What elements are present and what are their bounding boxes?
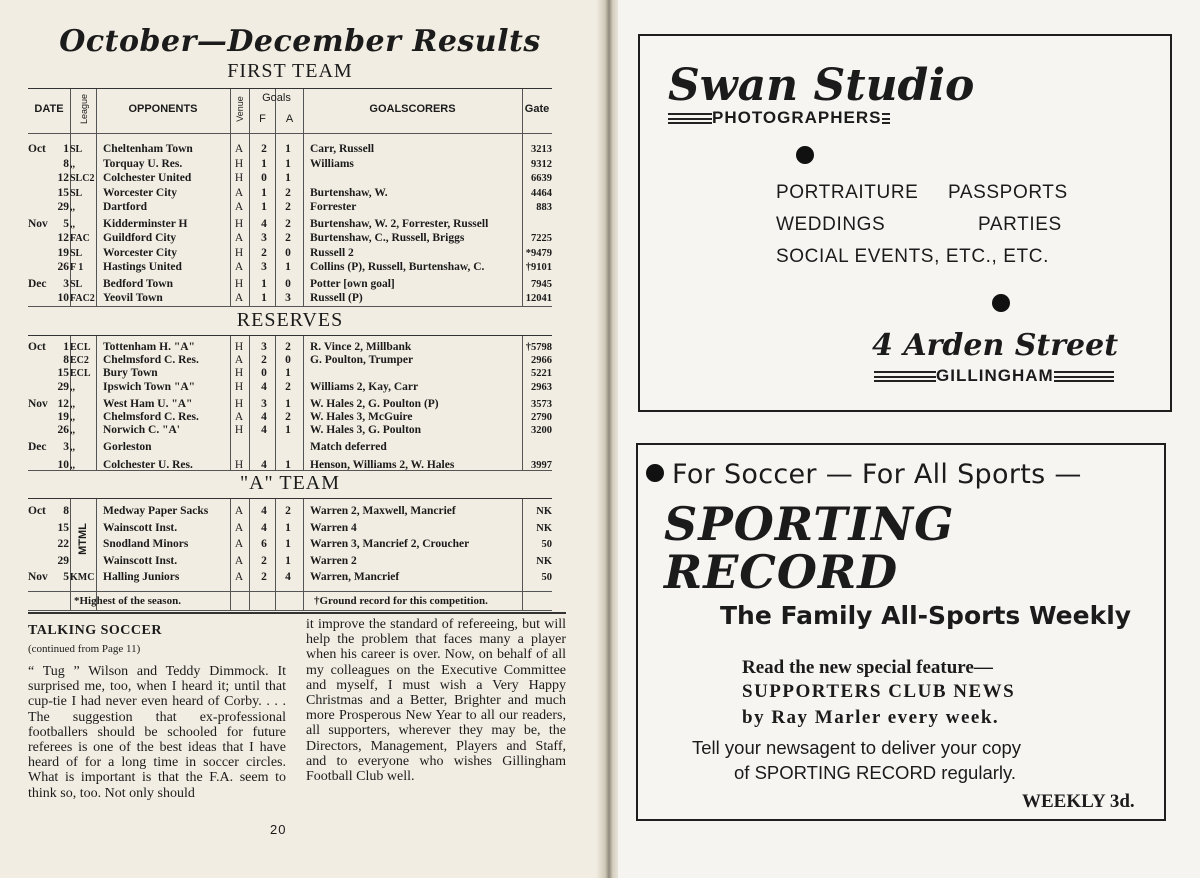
cell-venue: H [234, 277, 244, 290]
cell-f: 4 [261, 217, 267, 230]
cell-scorers: Collins (P), Russell, Burtenshaw, C. [310, 261, 485, 273]
cell-venue: H [234, 341, 244, 353]
cell-scorers: Burtenshaw, C., Russell, Briggs [310, 232, 465, 244]
cell-opponent: Wainscott Inst. [103, 521, 178, 534]
cell-f: 6 [261, 538, 267, 551]
cell-day: 3 [63, 277, 69, 290]
table-row [28, 411, 552, 424]
cell-scorers: Warren, Mancrief [310, 571, 400, 584]
cell-league: ECL [70, 367, 91, 379]
cell-month: Nov [28, 571, 48, 584]
cell-gate: 2966 [531, 354, 552, 366]
cell-a: 1 [285, 398, 291, 411]
reserves-heading: RESERVES [236, 309, 344, 331]
author-line: by Ray Marler every week. [742, 707, 1000, 728]
cell-f: 4 [261, 459, 267, 472]
cell-venue: A [234, 186, 244, 199]
cell-opponent: Colchester U. Res. [103, 459, 193, 472]
cell-venue: H [234, 423, 244, 436]
table-row [28, 571, 552, 584]
cell-venue: A [234, 521, 244, 534]
table-row [28, 367, 552, 380]
cell-day: 12 [57, 398, 69, 411]
service-portraiture: PORTRAITURE [776, 182, 919, 203]
photographers-line [668, 108, 890, 128]
cell-scorers: Williams [310, 157, 354, 170]
cell-day: 26 [57, 261, 69, 273]
cell-venue: A [234, 353, 244, 366]
cell-day: 12 [57, 232, 69, 244]
swan-studio-logo: Swan Studio [668, 60, 975, 111]
cell-venue: A [234, 505, 244, 517]
cell-f: 3 [261, 261, 267, 273]
cell-gate: 3573 [531, 399, 552, 411]
cell-opponent: Norwich C. "A' [103, 423, 180, 436]
cell-venue: A [234, 261, 244, 273]
cell-venue: A [234, 232, 244, 244]
cell-gate: †9101 [525, 262, 552, 273]
table-row [28, 381, 552, 394]
table-row [28, 158, 552, 171]
cell-gate: 4464 [531, 187, 552, 199]
cell-opponent: Worcester City [103, 186, 177, 199]
cell-venue: H [234, 398, 244, 411]
cell-a: 2 [285, 232, 291, 244]
cell-month: Oct [28, 505, 46, 517]
service-weddings: WEDDINGS [776, 214, 886, 235]
cell-f: 1 [261, 186, 267, 199]
a-team-table [28, 498, 552, 610]
cell-league: ,, [70, 441, 75, 453]
cell-opponent: Chelmsford C. Res. [103, 353, 199, 366]
cell-f: 0 [261, 172, 267, 184]
cell-scorers: Burtenshaw, W. 2, Forrester, Russell [310, 217, 489, 230]
cell-day: 1 [63, 341, 69, 353]
cell-league: SL [70, 187, 83, 199]
cell-scorers: Match deferred [310, 440, 387, 453]
cell-a: 2 [285, 381, 291, 394]
cell-day: 5 [63, 217, 69, 230]
cell-month: Nov [28, 217, 48, 230]
cell-gate: NK [536, 555, 552, 567]
continued-note: (continued from Page 11) [28, 643, 141, 655]
table-row [28, 354, 552, 367]
cell-scorers: Burtenshaw, W. [310, 186, 388, 199]
cell-f: 4 [261, 381, 267, 394]
header-opponents: OPPONENTS [128, 103, 198, 115]
cell-scorers: Warren 4 [310, 521, 357, 534]
cell-league: SL [70, 144, 83, 155]
table-row [28, 292, 552, 305]
cell-gate: 883 [536, 202, 552, 213]
bullet-dot-icon [796, 146, 814, 164]
cell-a: 2 [285, 505, 291, 517]
first-team-heading: FIRST TEAM [227, 60, 353, 82]
service-passports: PASSPORTS [948, 182, 1068, 203]
cell-opponent: Medway Paper Sacks [103, 505, 209, 517]
table-row [28, 424, 552, 437]
cell-venue: A [234, 201, 244, 213]
cell-opponent: Guildford City [103, 232, 177, 244]
cell-opponent: Snodland Minors [103, 538, 189, 551]
cell-venue: H [234, 172, 244, 184]
header-date: DATE [34, 103, 64, 115]
cell-gate: 6639 [531, 173, 552, 184]
cell-day: 8 [63, 505, 69, 517]
table-row [28, 201, 552, 214]
cell-scorers: W. Hales 2, G. Poulton (P) [310, 398, 439, 411]
service-social-events: SOCIAL EVENTS, ETC., ETC. [776, 246, 1049, 267]
cell-day: 15 [57, 521, 69, 534]
cell-gate: 3200 [531, 424, 552, 436]
cell-opponent: Cheltenham Town [103, 143, 193, 155]
cell-league: ,, [70, 412, 75, 423]
cell-venue: H [234, 217, 244, 230]
cell-a: 1 [285, 459, 291, 472]
cell-league: FAC2 [70, 293, 95, 304]
cell-gate: 50 [541, 572, 552, 584]
cell-day: 29 [57, 381, 69, 394]
table-row [28, 278, 552, 291]
cell-day: 8 [63, 157, 69, 170]
cell-gate: 5221 [531, 367, 552, 379]
cell-a: 1 [285, 157, 291, 170]
cell-scorers: Russell 2 [310, 246, 354, 259]
cell-league: ECL [70, 342, 91, 353]
cell-day: 19 [57, 246, 69, 259]
cell-gate: 7945 [531, 278, 552, 290]
a-team-heading: "A" TEAM [239, 472, 341, 494]
tell-line: Tell your newsagent to deliver your copy [692, 737, 1022, 758]
cell-day: 15 [57, 186, 69, 199]
cell-day: 8 [63, 353, 69, 366]
sporting-record-top-line [646, 459, 1082, 490]
cell-f: 4 [261, 423, 267, 436]
cell-day: 22 [57, 538, 69, 551]
cell-league: KMC [70, 572, 95, 584]
cell-f: 2 [261, 353, 267, 366]
cell-scorers: Forrester [310, 201, 357, 213]
cell-f: 1 [261, 157, 267, 170]
cell-day: 29 [57, 554, 69, 567]
table-row [28, 261, 552, 274]
header-for: F [259, 113, 266, 125]
cell-league: SLC2 [70, 173, 95, 184]
cell-day: 5 [63, 571, 69, 584]
cell-a: 1 [285, 521, 291, 534]
tagline: The Family All-Sports Weekly [720, 601, 1132, 630]
cell-a: 2 [285, 217, 291, 230]
right-page [618, 0, 1200, 878]
cell-venue: A [234, 538, 244, 551]
table-row [28, 441, 552, 454]
page-title: October—December Results [59, 24, 541, 59]
cell-venue: H [234, 246, 244, 259]
cell-league: FAC [70, 233, 90, 244]
cell-day: 26 [57, 423, 69, 436]
cell-f: 1 [261, 201, 267, 213]
studio-address: 4 Arden Street [872, 328, 1119, 363]
cell-day: 10 [57, 459, 69, 472]
cell-f: 3 [261, 232, 267, 244]
cell-league: ,, [70, 202, 75, 213]
cell-opponent: Wainscott Inst. [103, 554, 178, 567]
cell-league: ,, [70, 399, 75, 411]
header-against: A [285, 113, 294, 125]
table-row [28, 555, 552, 568]
sporting-record-ad [636, 443, 1166, 821]
cell-f: 1 [261, 277, 267, 290]
cell-a: 1 [285, 554, 291, 567]
cell-gate: NK [536, 522, 552, 534]
cell-gate: NK [536, 506, 552, 517]
cell-a: 4 [285, 571, 291, 584]
cell-opponent: Tottenham H. "A" [103, 341, 195, 353]
cell-league: ,, [70, 424, 75, 436]
cell-opponent: Ipswich Town "A" [103, 381, 196, 394]
cell-league: SL [70, 278, 83, 290]
footnote-record: †Ground record for this competition. [314, 595, 488, 607]
cell-scorers: Warren 2 [310, 554, 357, 567]
table-row [28, 247, 552, 260]
cell-day: 15 [57, 366, 69, 379]
cell-venue: A [234, 554, 244, 567]
cell-a: 1 [285, 423, 291, 436]
cell-scorers: Potter [own goal] [310, 277, 395, 290]
top-line-text: For Soccer — For All Sports — [672, 459, 1082, 490]
town-line [874, 366, 1114, 386]
cell-a: 0 [285, 277, 291, 290]
cell-opponent: Colchester United [103, 172, 192, 184]
cell-month: Dec [28, 277, 47, 290]
cell-opponent: Chelmsford C. Res. [103, 411, 199, 423]
cell-gate: 2790 [531, 412, 552, 423]
cell-scorers: Russell (P) [310, 292, 363, 304]
cell-opponent: Dartford [103, 201, 148, 213]
cell-a: 1 [285, 172, 291, 184]
cell-gate: *9479 [525, 247, 552, 259]
cell-a: 1 [285, 261, 291, 273]
cell-f: 4 [261, 411, 267, 423]
header-goals: Goals [262, 92, 291, 104]
cell-day: 1 [63, 143, 69, 155]
cell-f: 1 [261, 292, 267, 304]
cell-a: 2 [285, 186, 291, 199]
cell-f: 2 [261, 246, 267, 259]
header-goalscorers: GOALSCORERS [369, 103, 456, 115]
cell-a: 2 [285, 341, 291, 353]
cell-day: 19 [57, 411, 69, 423]
cell-gate: 9312 [531, 158, 552, 170]
sporting-wordmark: SPORTING [664, 497, 955, 551]
of-line: of SPORTING RECORD regularly. [734, 762, 1017, 783]
cell-opponent: Halling Juniors [103, 571, 180, 584]
table-row [28, 232, 552, 245]
table-row [28, 172, 552, 185]
cell-venue: A [234, 292, 244, 304]
cell-month: Oct [28, 143, 46, 155]
cell-venue: A [234, 571, 244, 584]
cell-league: ,, [70, 218, 75, 230]
table-row [28, 218, 552, 231]
cell-venue: H [234, 157, 244, 170]
page-number: 20 [270, 822, 287, 837]
cell-month: Oct [28, 341, 46, 353]
cell-venue: A [234, 143, 244, 155]
cell-league: SL [70, 247, 83, 259]
cell-league: ,, [70, 158, 75, 170]
cell-opponent: West Ham U. "A" [103, 398, 193, 411]
cell-day: 29 [57, 201, 69, 213]
bullet-dot-icon [992, 294, 1010, 312]
table-row [28, 398, 552, 411]
cell-month: Nov [28, 398, 48, 411]
price-label: WEEKLY 3d. [1022, 791, 1135, 812]
cell-opponent: Torquay U. Res. [103, 157, 183, 170]
cell-venue: H [234, 366, 244, 379]
cell-opponent: Bury Town [103, 366, 158, 379]
cell-a: 2 [285, 201, 291, 213]
table-row [28, 187, 552, 200]
cell-venue: H [234, 381, 244, 394]
cell-f: 4 [261, 505, 267, 517]
cell-scorers: Carr, Russell [310, 143, 375, 155]
cell-a: 1 [285, 538, 291, 551]
bullet-dot-icon [646, 464, 664, 482]
table-row [28, 143, 552, 156]
footnote-highest: *Highest of the season. [74, 595, 181, 607]
service-parties: PARTIES [978, 214, 1062, 235]
cell-scorers: R. Vince 2, Millbank [310, 341, 412, 353]
cell-f: 3 [261, 341, 267, 353]
cell-opponent: Hastings United [103, 261, 182, 273]
cell-gate: 3997 [531, 460, 552, 472]
town-label: GILLINGHAM [936, 366, 1054, 385]
cell-gate: 12041 [525, 293, 552, 304]
cell-gate: 3213 [531, 144, 552, 155]
header-league: League [79, 93, 89, 125]
cell-scorers: Warren 2, Maxwell, Mancrief [310, 505, 456, 517]
cell-opponent: Kidderminster H [103, 217, 188, 230]
cell-a: 2 [285, 411, 291, 423]
cell-a: 3 [285, 292, 291, 304]
cell-day: 3 [63, 440, 69, 453]
cell-f: 2 [261, 554, 267, 567]
cell-f: 3 [261, 398, 267, 411]
cell-scorers: W. Hales 3, McGuire [310, 411, 413, 423]
swan-studio-ad [638, 34, 1172, 412]
cell-league: F 1 [70, 262, 84, 273]
cell-gate: 2963 [531, 382, 552, 394]
cell-league: ,, [70, 382, 75, 394]
first-team-table [28, 88, 552, 306]
table-row [28, 341, 552, 354]
cell-a: 1 [285, 366, 291, 379]
table-row [28, 505, 552, 518]
photographers-label: PHOTOGRAPHERS [712, 108, 882, 127]
cell-opponent: Bedford Town [103, 277, 173, 290]
article-column-1: “ Tug ” Wilson and Teddy Dimmock. It surprised me, too, when I heard it; until that cup-tie I had never even heard of Corby. . . . The suggestion that ex-professional footballers should be schooled for future referees is one of the best ideas that I have heard of for a long time in soccer circles. What is important is that the F.A. seem to think so, too. Not only should [28, 664, 286, 801]
cell-opponent: Yeovil Town [103, 292, 163, 304]
cell-day: 12 [57, 172, 69, 184]
cell-scorers: G. Poulton, Trumper [310, 353, 414, 366]
cell-league: ,, [70, 460, 75, 472]
reserves-table [28, 335, 552, 470]
cell-gate: 7225 [531, 233, 552, 244]
cell-scorers: Williams 2, Kay, Carr [310, 381, 419, 394]
cell-f: 0 [261, 366, 267, 379]
feature-title: SUPPORTERS CLUB NEWS [742, 681, 1016, 702]
cell-month: Dec [28, 440, 47, 453]
cell-a: 1 [285, 143, 291, 155]
cell-gate: †5798 [525, 342, 552, 353]
cell-scorers: W. Hales 3, G. Poulton [310, 423, 422, 436]
cell-scorers: Henson, Williams 2, W. Hales [310, 459, 455, 472]
header-gate: Gate [524, 103, 550, 115]
cell-venue: A [234, 411, 244, 423]
cell-a: 0 [285, 353, 291, 366]
cell-a: 0 [285, 246, 291, 259]
table-row [28, 538, 552, 551]
cell-opponent: Worcester City [103, 246, 177, 259]
table-row [28, 459, 552, 472]
cell-day: 10 [57, 292, 69, 304]
cell-scorers: Warren 3, Mancrief 2, Croucher [310, 538, 470, 551]
a-team-league-label: MTML [77, 523, 89, 555]
talking-soccer-title: TALKING SOCCER [28, 623, 162, 638]
cell-f: 2 [261, 571, 267, 584]
article-column-2: it improve the standard of refereeing, but will help the problem that faces many a player when his career is over. Now, on behalf of all my colleagues on the Executive Committee and myself, I must wish a Very Happy Christmas and a Better, Brighter and much more Prosperous New Year to all our readers, all supporters, wherever they may be, the Directors, Management, Players and Staff, and to everyone who wishes Gillingham Football Club well. [306, 617, 566, 785]
cell-venue: H [234, 459, 244, 472]
cell-league: EC2 [70, 354, 89, 366]
cell-opponent: Gorleston [103, 440, 152, 453]
cell-f: 4 [261, 521, 267, 534]
header-venue: Venue [235, 96, 245, 122]
cell-gate: 50 [541, 539, 552, 551]
record-wordmark: RECORD [664, 545, 899, 599]
cell-f: 2 [261, 143, 267, 155]
table-row [28, 522, 552, 535]
read-line: Read the new special feature— [742, 657, 993, 678]
